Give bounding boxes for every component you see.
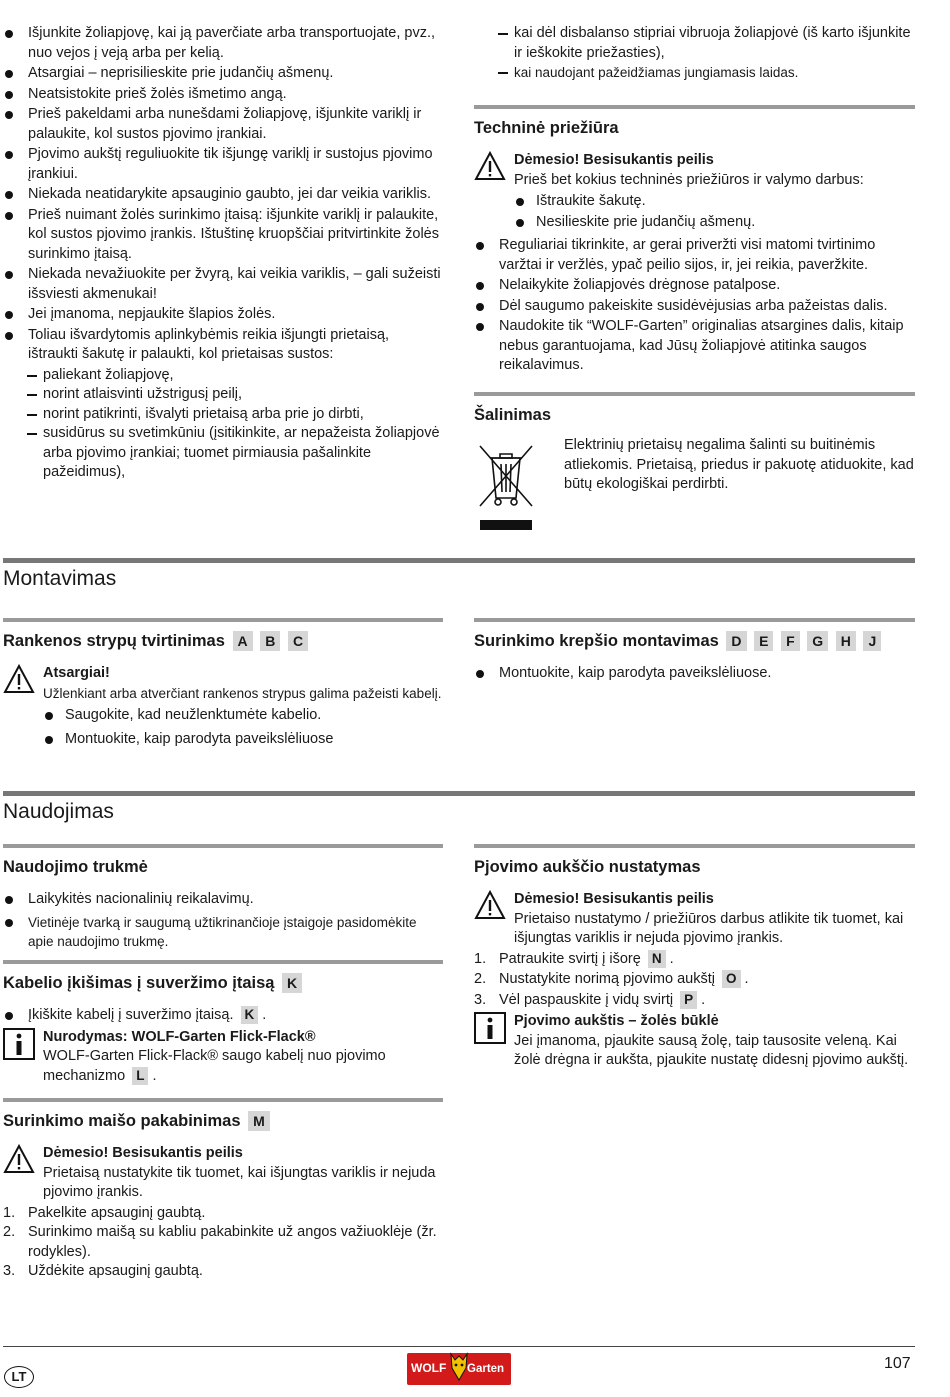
duration-section [3,844,443,953]
disposal-box [474,436,915,536]
list-item: Prieš pakeldami arba nunešdami žoliapjovę, išjunkite variklį ir palaukite, kol sustos pjovimo įrankiai. [3,105,443,144]
info-box [3,1028,443,1087]
language-badge: LT [4,1366,34,1388]
warning-box [3,664,443,749]
safety-list-left [3,24,443,483]
warning-title: Dėmesio! Besisukantis peilis [43,1145,243,1161]
section-rule [474,844,915,848]
dash-item: paliekant žoliapjovę, [3,366,443,386]
figure-tag: H [836,631,856,651]
figure-tag: C [288,631,308,651]
cable-bullets [3,1006,443,1026]
step-text: Nustatykite norimą pjovimo aukštį [499,971,715,987]
stop-conditions-cont [474,24,915,83]
list-item: Montuokite, kaip parodyta paveikslėliuose. [474,664,915,684]
warning-text: Prietaisą nustatykite tik tuomet, kai išjungtas variklis ir nejuda pjovimo įrankis. [43,1164,436,1200]
disposal-section [474,392,915,536]
disposal-text: Elektrinių prietaisų negalima šalinti su buitinėmis atliekomis. Prietaisą, priedus ir pakuotę atiduokite, kad būtų ekologiškai perdirbti. [564,437,914,492]
figure-tag: P [680,991,697,1009]
list-item: Dėl saugumo pakeiskite susidėvėjusias arba pažeistas dalis. [474,297,915,317]
step-number: 3. [474,991,487,1008]
figure-tag: E [754,631,773,651]
page-section-title: Naudojimas [3,800,114,823]
step-item: 2. Nustatykite norimą pjovimo aukštį O . [474,970,915,990]
figure-tag: D [726,631,746,651]
info-icon [3,1028,35,1067]
step-text: Uždėkite apsauginį gaubtą. [28,1263,203,1279]
figure-tag: K [282,973,302,993]
title-text: Rankenos strypų tvirtinimas [3,632,225,650]
safety-list-right [474,24,915,83]
figure-tag: N [648,950,666,968]
logo-text-left: WOLF [411,1361,447,1375]
figure-tag: G [807,631,828,651]
section-rule [3,960,443,964]
section-rule [3,791,915,796]
step-item: 3. Vėl paspauskite į vidų svirtį P . [474,991,915,1011]
list-item: Toliau išvardytomis aplinkybėmis reikia išjungti prietaisą, ištraukti šakutę ir palaukti, kol prietaisas sustos: [3,326,443,365]
section-rule [3,1098,443,1102]
warning-text: Prietaiso nustatymo / priežiūros darbus atlikite tik tuomet, kai išjungtas variklis ir nejuda pjovimo įrankis. [514,910,904,946]
dash-item: norint atlaisvinti užstrigusį peilį, [3,385,443,405]
info-text: Jei įmanoma, pjaukite sausą žolę, taip tausosite veleną. Kai žolė drėgna ir aukšta, pjaukite nustatę didesnį pjovimo aukštį. [514,1032,909,1068]
section-rule [3,558,915,563]
figure-tag: F [781,631,800,651]
wolf-garten-logo [407,1353,511,1385]
figure-tag: B [260,631,280,651]
bag-section [3,1098,443,1282]
maintenance-section [474,105,915,377]
dash-item: norint patikrinti, išvalyti prietaisą arba prie jo dirbti, [3,405,443,425]
basket-bullets [474,664,915,684]
section-rule [474,618,915,622]
figure-tag: M [248,1111,270,1131]
section-title: Pjovimo aukščio nustatymas [474,858,701,876]
warning-box [3,1144,443,1203]
warning-icon [474,151,506,188]
duration-bullets [3,890,443,952]
list-item: Laikykitės nacionalinių reikalavimų. [3,890,443,910]
section-title: Šalinimas [474,406,552,424]
warning-icon [3,1144,35,1181]
warning-title: Atsargiai! [43,665,110,681]
list-item: Jei įmanoma, nepjaukite šlapios žolės. [3,305,443,325]
info-box [474,1012,915,1071]
figure-tag: L [132,1067,148,1085]
list-item: Ištraukite šakutę. [514,192,915,212]
crossed-bin-icon [474,436,538,539]
section-title [3,1110,443,1132]
height-section [474,844,915,1075]
info-title: Pjovimo aukštis – žolės būklė [514,1013,719,1029]
list-item: Naudokite tik “WOLF-Garten” originalias atsargines dalis, kitaip nebus garantuojama, kad Jūsų žoliapjovė atitinka saugos reikalavimus. [474,317,915,376]
section-rule [3,844,443,848]
figure-tag: K [241,1006,259,1024]
step-item: 1. Patraukite svirtį į išorę N . [474,950,915,970]
warning-title: Dėmesio! Besisukantis peilis [514,891,714,907]
step-number: 2. [3,1224,16,1240]
list-item: Neatsistokite prieš žolės išmetimo angą. [3,85,443,105]
warning-box [474,151,915,232]
figure-tag: O [722,970,741,988]
list-item: Niekada neatidarykite apsauginio gaubto, jei dar veikia variklis. [3,185,443,205]
warning-bullets [514,192,915,232]
list-item: Niekada nevažiuokite per žvyrą, kai veikia variklis, – gali sužeisti išsviesti akmenukai! [3,265,443,304]
figure-tag: J [863,631,881,651]
step-item [3,1223,443,1262]
list-item: Nesilieskite prie judančių ašmenų. [514,213,915,233]
list-item: Reguliariai tikrinkite, ar gerai priveržti visi matomi tvirtinimo varžtai ir veržlės, ypač peilio sijos, ir, jei reikia, paveržkite. [474,236,915,275]
warning-text: Prieš bet kokius techninės priežiūros ir valymo darbus: [514,171,864,188]
list-item: Išjunkite žoliapjovę, kai ją paverčiate arba transportuojate, pvz., nuo vejos į veją arba per kelią. [3,24,443,63]
handle-section [3,618,443,753]
list-item: Įkiškite kabelį į suveržimo įtaisą. K . [3,1006,443,1026]
section-title: Techninė priežiūra [474,119,619,137]
step-text: Patraukite svirtį į išorę [499,950,641,967]
warning-bullets [43,706,443,749]
dash-item: kai naudojant pažeidžiamas jungiamasis laidas. [474,63,915,83]
footer-rule [3,1346,915,1347]
list-item: Prieš nuimant žolės surinkimo įtaisą: išjunkite variklį ir palaukite, kol sustos pjovimo įrankis. Ištuštinę kruopščiai pritvirtinkite žolės surinkimo įtaisą. [3,206,443,265]
section-rule [474,392,915,396]
safety-bullets [3,24,443,365]
stop-conditions [3,366,443,483]
maintenance-bullets [474,236,915,376]
title-text: Surinkimo maišo pakabinimas [3,1112,241,1130]
section-title [3,630,443,652]
dash-item: susidūrus su svetimkūniu (įsitikinkite, ar nepažeista žoliapjovė arba pjovimo įrankiai; tuomet pirmiausia pašalinkite pažeidimus), [3,424,443,483]
title-text: Surinkimo krepšio montavimas [474,632,719,650]
page-section-title: Montavimas [3,567,117,590]
section-title [3,972,443,994]
warning-title: Dėmesio! Besisukantis peilis [514,152,714,168]
step-text: Surinkimo maišą su kabliu pakabinkite už angos važiuoklėje (žr. rodykles). [28,1224,437,1260]
warning-icon [474,890,506,927]
step-text: Vėl paspauskite į vidų svirtį [499,991,674,1008]
title-text: Kabelio įkišimas į suveržimo įtaisą [3,974,275,992]
step-item [3,1262,443,1282]
step-number: 3. [3,1263,16,1279]
list-item: Atsargiai – neprisilieskite prie judančių ašmenų. [3,64,443,84]
list-item-text: Įkiškite kabelį į suveržimo įtaisą. [28,1007,234,1023]
list-item: Saugokite, kad neužlenktumėte kabelio. [43,706,443,726]
page-number: 107 [884,1355,911,1372]
fox-head-icon [449,1350,469,1384]
height-steps [474,950,915,1011]
section-title: Naudojimo trukmė [3,858,148,876]
step-text: Pakelkite apsauginį gaubtą. [28,1204,206,1221]
section-rule [474,105,915,109]
info-title: Nurodymas: WOLF-Garten Flick-Flack® [43,1028,316,1045]
step-number: 1. [474,950,487,967]
list-item: Nelaikykite žoliapjovės drėgnose patalpose. [474,276,915,296]
section-title [474,630,915,652]
warning-box [474,890,915,949]
warning-text: Užlenkiant arba atverčiant rankenos strypus galima pažeisti kabelį. [43,685,442,701]
info-icon [474,1012,506,1051]
warning-icon [3,664,35,701]
list-item: Montuokite, kaip parodyta paveikslėliuose [43,730,443,750]
list-item: Vietinėje tvarką ir saugumą užtikrinančioje įstaigoje pasidomėkite apie naudojimo trukmę. [3,913,443,952]
basket-section [474,618,915,685]
step-number: 2. [474,971,487,987]
list-item: Pjovimo aukštį reguliuokite tik išjungę variklį ir sustojus pjovimo įrankiui. [3,145,443,184]
step-number: 1. [3,1204,16,1221]
info-text: WOLF-Garten Flick-Flack® saugo kabelį nuo pjovimo mechanizmo L . [43,1048,386,1084]
info-text-body: WOLF-Garten Flick-Flack® saugo kabelį nuo pjovimo mechanizmo [43,1048,386,1084]
section-rule [3,618,443,622]
cable-section [3,960,443,1090]
figure-tag: A [233,631,253,651]
bag-steps [3,1204,443,1282]
dash-item: kai dėl disbalanso stipriai vibruoja žoliapjovė (iš karto išjunkite ir ieškokite priežasties), [474,24,915,63]
step-item [3,1204,443,1224]
logo-text-right: Garten [467,1363,505,1375]
